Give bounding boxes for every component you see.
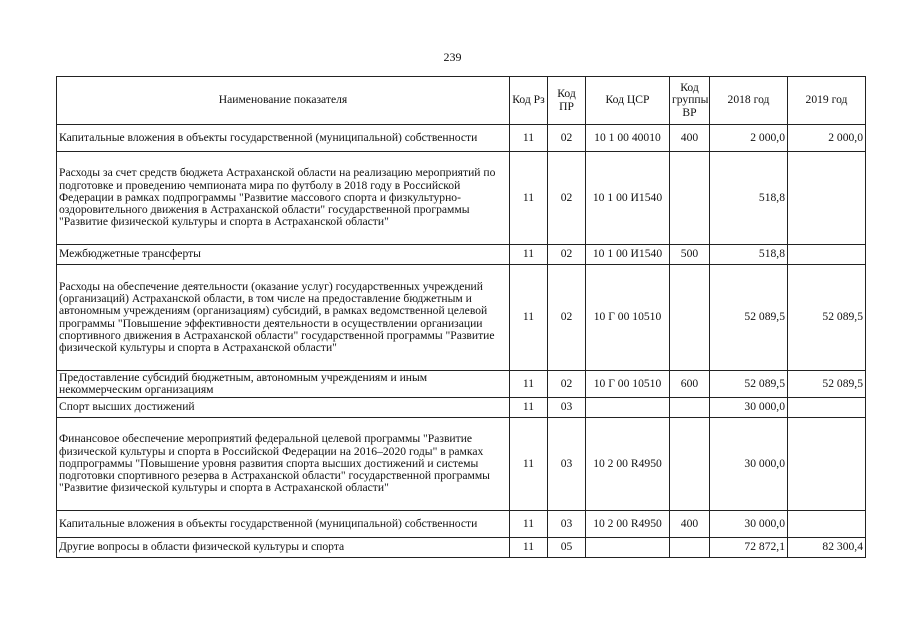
header-vr: Код группы ВР [670, 77, 710, 125]
row-2019 [788, 418, 866, 511]
budget-table [56, 76, 866, 558]
row-csr [586, 538, 670, 558]
row-2018: 72 872,1 [710, 538, 788, 558]
row-csr: 10 Г 00 10510 [586, 265, 670, 371]
row-vr: 600 [670, 371, 710, 398]
table-row [57, 538, 866, 558]
row-pr: 03 [548, 511, 586, 538]
header-2019: 2019 год [788, 77, 866, 125]
row-pr: 02 [548, 125, 586, 152]
row-csr [586, 398, 670, 418]
header-pr: Код ПР [548, 77, 586, 125]
row-rz: 11 [510, 371, 548, 398]
row-rz: 11 [510, 398, 548, 418]
row-2019 [788, 398, 866, 418]
row-pr: 02 [548, 371, 586, 398]
row-pr: 03 [548, 398, 586, 418]
row-2019 [788, 245, 866, 265]
row-rz: 11 [510, 265, 548, 371]
row-csr: 10 1 00 40010 [586, 125, 670, 152]
row-name: Финансовое обеспечение мероприятий федеральной целевой программы "Развитие физической культуры и спорта в Российской Федерации на 2016–2020 годы" в рамках подпрограммы "Повышение уровня развития спорта высших достижений и системы подготовки спортивного резерва в Астраханской области" государственной программы "Развитие физической культуры и спорта в Астраханской области" [57, 418, 510, 511]
row-csr: 10 2 00 R4950 [586, 418, 670, 511]
header-name: Наименование показателя [57, 77, 510, 125]
row-vr [670, 398, 710, 418]
row-vr [670, 265, 710, 371]
row-vr: 500 [670, 245, 710, 265]
row-name: Расходы за счет средств бюджета Астраханской области на реализацию мероприятий по подготовке и проведению чемпионата мира по футболу в 2018 году в Российской Федерации в рамках подпрограммы "Развитие массового спорта и физкультурно-оздоровительного движения в Астраханской области" государственной программы "Развитие физической культуры и спорта в Астраханской области" [57, 152, 510, 245]
row-name: Спорт высших достижений [57, 398, 510, 418]
table-row [57, 418, 866, 511]
table-row [57, 371, 866, 398]
row-rz: 11 [510, 152, 548, 245]
row-vr: 400 [670, 511, 710, 538]
row-csr: 10 1 00 И1540 [586, 152, 670, 245]
row-name: Предоставление субсидий бюджетным, автономным учреждениям и иным некоммерческим организациям [57, 371, 510, 398]
row-pr: 05 [548, 538, 586, 558]
row-2019: 52 089,5 [788, 371, 866, 398]
row-2018: 2 000,0 [710, 125, 788, 152]
page-number: 239 [443, 50, 462, 64]
row-vr [670, 538, 710, 558]
header-csr: Код ЦСР [586, 77, 670, 125]
row-pr: 02 [548, 152, 586, 245]
row-rz: 11 [510, 418, 548, 511]
row-csr: 10 Г 00 10510 [586, 371, 670, 398]
row-name: Капитальные вложения в объекты государственной (муниципальной) собственности [57, 511, 510, 538]
table-header-row [57, 77, 866, 125]
table-row [57, 398, 866, 418]
row-2019 [788, 511, 866, 538]
row-name: Капитальные вложения в объекты государственной (муниципальной) собственности [57, 125, 510, 152]
row-2018: 52 089,5 [710, 371, 788, 398]
row-name: Расходы на обеспечение деятельности (оказание услуг) государственных учреждений (организаций) Астраханской области, в том числе на предоставление бюджетным и автономным учреждениям (организациям) субсидий, в рамках ведомственной целевой программы "Повышение эффективности деятельности в осуществлении организации спортивного движения в Астраханской области" государственной программы "Развитие физической культуры и спорта в Астраханской области" [57, 265, 510, 371]
table-row [57, 125, 866, 152]
row-rz: 11 [510, 125, 548, 152]
row-name: Другие вопросы в области физической культуры и спорта [57, 538, 510, 558]
row-2019: 82 300,4 [788, 538, 866, 558]
row-csr: 10 2 00 R4950 [586, 511, 670, 538]
row-name: Межбюджетные трансферты [57, 245, 510, 265]
row-vr: 400 [670, 125, 710, 152]
table-row [57, 511, 866, 538]
row-rz: 11 [510, 538, 548, 558]
row-2018: 30 000,0 [710, 511, 788, 538]
table-row [57, 245, 866, 265]
row-2018: 52 089,5 [710, 265, 788, 371]
row-2019: 2 000,0 [788, 125, 866, 152]
row-pr: 02 [548, 245, 586, 265]
table-row [57, 152, 866, 245]
row-2018: 30 000,0 [710, 398, 788, 418]
row-2018: 30 000,0 [710, 418, 788, 511]
row-2018: 518,8 [710, 152, 788, 245]
table-row [57, 265, 866, 371]
row-rz: 11 [510, 245, 548, 265]
row-2019 [788, 152, 866, 245]
row-2019: 52 089,5 [788, 265, 866, 371]
row-csr: 10 1 00 И1540 [586, 245, 670, 265]
row-2018: 518,8 [710, 245, 788, 265]
row-pr: 02 [548, 265, 586, 371]
row-vr [670, 152, 710, 245]
header-rz: Код Рз [510, 77, 548, 125]
header-2018: 2018 год [710, 77, 788, 125]
row-vr [670, 418, 710, 511]
row-rz: 11 [510, 511, 548, 538]
row-pr: 03 [548, 418, 586, 511]
